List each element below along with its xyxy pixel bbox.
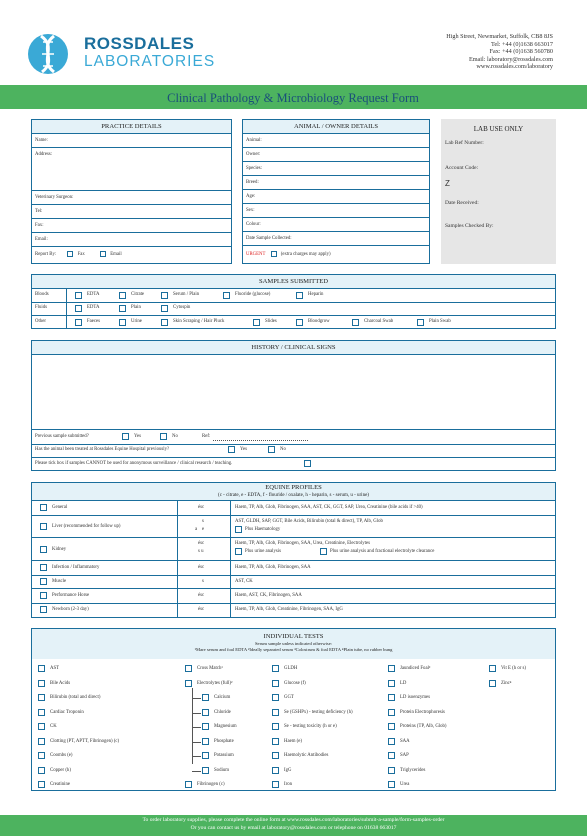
test-chloride-checkbox[interactable] xyxy=(202,709,209,716)
test-cardiac-troponin-checkbox[interactable] xyxy=(38,709,45,716)
bloods-fluoride-checkbox[interactable] xyxy=(223,292,230,299)
electrolytes-tree-branch xyxy=(192,713,201,714)
test-haemolytic-antibodies-c3-checkbox[interactable] xyxy=(272,752,279,759)
address-field[interactable]: Address: xyxy=(32,148,231,191)
owner-field[interactable]: Owner: xyxy=(243,148,429,162)
test-saa-checkbox[interactable] xyxy=(388,738,395,745)
profile-newborn-checkbox[interactable] xyxy=(40,606,47,613)
test-copper-h-label: Copper (h) xyxy=(50,767,71,773)
footer-line2: Or you can contact us by email at laboratory@rossdales.com or telephone on 01638 663017 xyxy=(190,824,397,831)
history-header: HISTORY / CLINICAL SIGNS xyxy=(32,341,555,355)
surveillance-checkbox[interactable] xyxy=(304,460,311,467)
report-fax-checkbox[interactable] xyxy=(67,251,73,257)
test-vit-e-h-or-s-label: Vit E (h or s) xyxy=(501,666,527,671)
age-field[interactable]: Age: xyxy=(243,190,429,204)
test-ld-label: LD xyxy=(400,680,407,686)
kidney-urine-checkbox[interactable] xyxy=(235,548,242,555)
other-urine-checkbox[interactable] xyxy=(119,319,126,326)
test-zinc-checkbox[interactable] xyxy=(489,680,496,687)
test-triglycerides-label: Triglycerides xyxy=(400,767,426,773)
test-zinc-label: Zinc⁴ xyxy=(501,680,512,686)
test-potassium-label: Potassium xyxy=(214,753,234,758)
test-fibrinogen-c-label: Fibrinogen (c) xyxy=(197,782,225,787)
lab-header: LAB USE ONLY xyxy=(473,125,524,133)
bloods-heparin-checkbox[interactable] xyxy=(296,292,303,299)
liver-plus-haem-checkbox[interactable] xyxy=(235,526,242,533)
test-coombs-e-checkbox[interactable] xyxy=(38,752,45,759)
test-sap-checkbox[interactable] xyxy=(388,752,395,759)
test-se-gshpx-testing-deficiency-h-c3-checkbox[interactable] xyxy=(272,709,279,716)
profile-infection-checkbox[interactable] xyxy=(40,564,47,571)
test-creatinine-label: Creatinine xyxy=(50,782,70,787)
treated-label: Has the animal been treated at Rossdales Equine Hospital previously? xyxy=(35,447,170,452)
test-bile-acids-label: Bile Acids xyxy=(50,680,71,686)
animal-field[interactable]: Animal: xyxy=(243,134,429,148)
colour-field[interactable]: Colour: xyxy=(243,218,429,232)
test-proteins-tp-alb-glob-checkbox[interactable] xyxy=(388,723,395,730)
tests-header-area xyxy=(32,629,555,659)
tests-grid xyxy=(32,659,555,790)
lab-received: Date Received: xyxy=(445,200,479,206)
test-fibrinogen-c-checkbox[interactable] xyxy=(185,781,192,788)
test-ast-checkbox[interactable] xyxy=(38,665,45,672)
lab-use-only xyxy=(441,119,556,264)
electrolytes-tree-branch xyxy=(192,771,201,772)
test-protein-electrophoresis-label: Protein Electrophoresis xyxy=(400,709,445,715)
test-gldh-c3-label: GLDH xyxy=(284,666,298,671)
test-urea-label: Urea xyxy=(400,782,410,787)
samples-submitted: SAMPLES SUBMITTED Bloods Fluids Other EDTA Citrate Serum / Plain Fluoride (glucose) Heparin EDTA Plain Cytospin Faeces Urine Skin Scraping / Hair Pluck Slides Bloodgrow Charcoal Swab Plain Swab xyxy=(31,274,556,329)
test-protein-electrophoresis-checkbox[interactable] xyxy=(388,709,395,716)
other-charcoal-checkbox[interactable] xyxy=(352,319,359,326)
test-magnesium-checkbox[interactable] xyxy=(202,723,209,730)
name-field[interactable]: Name: xyxy=(32,134,231,148)
profile-performance-checkbox[interactable] xyxy=(40,592,47,599)
test-bilirubin-total-and-direct-label: Bilirubin (total and direct) xyxy=(50,695,101,700)
profiles-legend: (c - citrate, e - EDTA, f - flouride / oxalate, h - heparin, s - serum, u - urine) xyxy=(218,493,369,498)
fluids-edta-checkbox[interactable] xyxy=(75,305,82,312)
other-faeces-checkbox[interactable] xyxy=(75,319,82,326)
equine-profiles: EQUINE PROFILES (c - citrate, e - EDTA, f - flouride / oxalate, h - heparin, s - serum, u - urine) General ésc Haem, TP, Alb, Glob, Fibrinogen, SAA, AST, CK, GGT, SAP, Urea, Creatinine (bile acids if >40) Liver (recommended for follow up) s a e AST, GLDH, SAP, GGT, Bile Acids, Bilirubin (total & direct), TP, Alb, Glob Plus Haematology Kidney ésc s u Haem, TP, Alb, Glob, Fibrinogen, SAA, Urea, Creatinine, Electrolytes Plus urine analysis Plus urine analysis and fractional electrolyte clearance Infection / Inflammatory ésc Haem, TP, Alb, Glob, Fibrinogen, SAA Muscle s AST, CK Performance Horse ésc Haem, AST, CK, Fibrinogen, SAA Newborn (2-3 day) ésc Haem, TP, Alb, Glob, Creatinine, Fibrinogen, SAA, IgG xyxy=(31,482,556,618)
footer xyxy=(0,815,587,836)
test-copper-h-checkbox[interactable] xyxy=(38,767,45,774)
lab-ref: Lab Ref Number: xyxy=(445,140,484,146)
profiles-header: EQUINE PROFILES xyxy=(265,484,322,491)
test-haem-e-c3-label: Haem (e) xyxy=(284,738,302,744)
test-ck-label: CK xyxy=(50,724,57,729)
test-se-gshpx-testing-deficiency-h-c3-label: Se (GSHPx) - testing deficiency (h) xyxy=(284,709,353,715)
page-title: Clinical Pathology & Microbiology Request Form xyxy=(167,91,419,105)
samples-header: SAMPLES SUBMITTED xyxy=(32,275,555,289)
history-clinical-signs: HISTORY / CLINICAL SIGNS Previous sample submitted? Yes No Ref: Has the animal been treated at Rossdales Equine Hospital previously? Yes No Please tick box if samples CANNOT be used for anonymous surveillance / clinical research / teaching. xyxy=(31,340,556,471)
test-ck-checkbox[interactable] xyxy=(38,723,45,730)
urgent-row: URGENT (extra charges may apply) xyxy=(246,252,331,257)
report-by-row: Report By: Fax Email xyxy=(35,252,122,257)
other-bloodgrow-checkbox[interactable] xyxy=(296,319,303,326)
test-ggt-c3-checkbox[interactable] xyxy=(272,694,279,701)
electrolytes-tree-branch xyxy=(192,742,201,743)
test-haemolytic-antibodies-c3-label: Haemolytic Antibodies xyxy=(284,753,329,758)
other-slides-checkbox[interactable] xyxy=(253,319,260,326)
test-se-testing-toxicity-h-or-e-c3-label: Se - testing toxicity (h or e) xyxy=(284,724,337,729)
test-ld-isoenzymes-checkbox[interactable] xyxy=(388,694,395,701)
test-calcium-checkbox[interactable] xyxy=(202,694,209,701)
tests-note1: Serum sample unless indicated otherwise: xyxy=(254,641,333,646)
test-jaundiced-foal-label: Jaundiced Foal³ xyxy=(400,666,431,671)
footer-line1: To order laboratory supplies, please complete the online form at www.rossdales.com/laboratories/submit-a-sample/form-samples-order xyxy=(142,817,445,823)
breed-field[interactable]: Breed: xyxy=(243,176,429,190)
test-ld-isoenzymes-label: LD isoenzymes xyxy=(400,695,430,700)
test-igg-c3-label: IgG xyxy=(284,767,292,773)
brand-name: ROSSDALES xyxy=(84,34,195,53)
practice-details xyxy=(31,119,232,264)
test-electrolytes-full-checkbox[interactable] xyxy=(185,680,192,687)
other-skin-checkbox[interactable] xyxy=(161,319,168,326)
profile-liver-checkbox[interactable] xyxy=(40,523,47,530)
electrolytes-tree-branch xyxy=(192,727,201,728)
sex-field[interactable]: Sex: xyxy=(243,204,429,218)
test-se-testing-toxicity-h-or-e-c3-checkbox[interactable] xyxy=(272,723,279,730)
species-field[interactable]: Species: xyxy=(243,162,429,176)
tel-field[interactable]: Tel: xyxy=(32,205,231,219)
other-plain-swab-checkbox[interactable] xyxy=(417,319,424,326)
vet-field[interactable]: Veterinary Surgeon: xyxy=(32,191,231,205)
test-magnesium-label: Magnesium xyxy=(214,724,237,729)
test-triglycerides-checkbox[interactable] xyxy=(388,767,395,774)
other-label: Other xyxy=(35,319,46,324)
test-jaundiced-foal-checkbox[interactable] xyxy=(388,665,395,672)
test-cross-match-checkbox[interactable] xyxy=(185,665,192,672)
fluids-plain-checkbox[interactable] xyxy=(119,305,126,312)
fax-field[interactable]: Fax: xyxy=(32,219,231,233)
test-ld-checkbox[interactable] xyxy=(388,680,395,687)
ref-label: Ref: xyxy=(202,434,211,439)
address-block: High Street, Newmarket, Suffolk, CB8 8JS Tel: +44 (0)1638 663017 Fax: +44 (0)1638 560780 Email: laboratory@rossdales.com www.rossdales.com/laboratory xyxy=(446,33,553,70)
test-saa-label: SAA xyxy=(400,738,410,744)
test-sodium-label: Sodium xyxy=(214,767,229,773)
test-sodium-checkbox[interactable] xyxy=(202,767,209,774)
brand-sub: LABORATORIES xyxy=(84,53,216,70)
test-creatinine-checkbox[interactable] xyxy=(38,781,45,788)
email-field[interactable]: Email: xyxy=(32,233,231,247)
bloods-edta-checkbox[interactable] xyxy=(75,292,82,299)
test-bile-acids-checkbox[interactable] xyxy=(38,680,45,687)
test-electrolytes-full-label: Electrolytes (full)² xyxy=(197,680,233,686)
test-clotting-pt-aptt-fibrinogen-c-checkbox[interactable] xyxy=(38,738,45,745)
test-calcium-label: Calcium xyxy=(214,695,231,700)
profiles-header-area xyxy=(32,483,555,501)
date-collected-field[interactable]: Date Sample Collected: xyxy=(243,232,429,246)
lab-checked: Samples Checked By: xyxy=(445,223,494,229)
bloods-label: Bloods xyxy=(35,292,49,297)
lab-account: Account Code: xyxy=(445,165,479,171)
treated-no-checkbox[interactable] xyxy=(268,446,275,453)
test-potassium-checkbox[interactable] xyxy=(202,752,209,759)
treated-yes-checkbox[interactable] xyxy=(228,446,235,453)
test-haem-e-c3-checkbox[interactable] xyxy=(272,738,279,745)
logo xyxy=(26,26,71,82)
fluids-label: Fluids xyxy=(35,305,47,310)
test-iron-c3-checkbox[interactable] xyxy=(272,781,279,788)
electrolytes-tree-branch xyxy=(192,756,201,757)
prev-sample-label: Previous sample submitted? xyxy=(35,434,89,439)
report-email-checkbox[interactable] xyxy=(100,251,106,257)
test-clotting-pt-aptt-fibrinogen-c-label: Clotting (PT, APTT, Fibrinogen) (c) xyxy=(50,738,120,744)
electrolytes-tree-branch xyxy=(192,698,201,699)
tests-header: INDIVIDUAL TESTS xyxy=(263,633,324,640)
test-sap-label: SAP xyxy=(400,753,409,758)
test-iron-c3-label: Iron xyxy=(284,782,292,787)
test-proteins-tp-alb-glob-label: Proteins (TP, Alb, Glob) xyxy=(400,724,447,729)
test-cardiac-troponin-label: Cardiac Troponin xyxy=(50,709,84,715)
test-igg-c3-checkbox[interactable] xyxy=(272,767,279,774)
prev-no-checkbox[interactable] xyxy=(160,433,167,440)
profile-general-checkbox[interactable] xyxy=(40,504,47,511)
individual-tests xyxy=(31,628,556,791)
animal-header: ANIMAL / OWNER DETAILS xyxy=(243,120,429,134)
test-gldh-c3-checkbox[interactable] xyxy=(272,665,279,672)
test-glucose-f-c3-checkbox[interactable] xyxy=(272,680,279,687)
surveillance-label: Please tick box if samples CANNOT be used for anonymous surveillance / clinical research / teaching. xyxy=(35,461,233,466)
lab-account-value: Z xyxy=(445,179,450,188)
test-cross-match-label: Cross Match¹ xyxy=(197,666,223,671)
urgent-checkbox[interactable] xyxy=(271,251,277,257)
animal-owner-details xyxy=(242,119,430,264)
fluids-cytospin-checkbox[interactable] xyxy=(161,305,168,312)
test-ggt-c3-label: GGT xyxy=(284,695,294,700)
history-textarea[interactable] xyxy=(32,355,555,430)
profile-kidney-checkbox[interactable] xyxy=(40,546,47,553)
profile-muscle-checkbox[interactable] xyxy=(40,578,47,585)
test-phosphate-checkbox[interactable] xyxy=(202,738,209,745)
prev-yes-checkbox[interactable] xyxy=(122,433,129,440)
test-chloride-label: Chloride xyxy=(214,709,231,715)
test-bilirubin-total-and-direct-checkbox[interactable] xyxy=(38,694,45,701)
test-coombs-e-label: Coombs (e) xyxy=(50,753,73,758)
practice-header: PRACTICE DETAILS xyxy=(32,120,231,134)
tests-note2: ¹Mare serum and foal EDTA ²Ideally separated serum ³Colostrum & foal EDTA ⁴Plain tube, no rubber bung xyxy=(194,647,393,652)
test-phosphate-label: Phosphate xyxy=(214,738,234,744)
test-urea-checkbox[interactable] xyxy=(388,781,395,788)
test-glucose-f-c3-label: Glucose (f) xyxy=(284,680,306,686)
test-vit-e-h-or-s-checkbox[interactable] xyxy=(489,665,496,672)
test-ast-label: AST xyxy=(50,666,60,671)
bloods-citrate-checkbox[interactable] xyxy=(119,292,126,299)
kidney-fractional-checkbox[interactable] xyxy=(320,548,327,555)
bloods-serum-checkbox[interactable] xyxy=(161,292,168,299)
ref-input[interactable] xyxy=(213,440,308,441)
